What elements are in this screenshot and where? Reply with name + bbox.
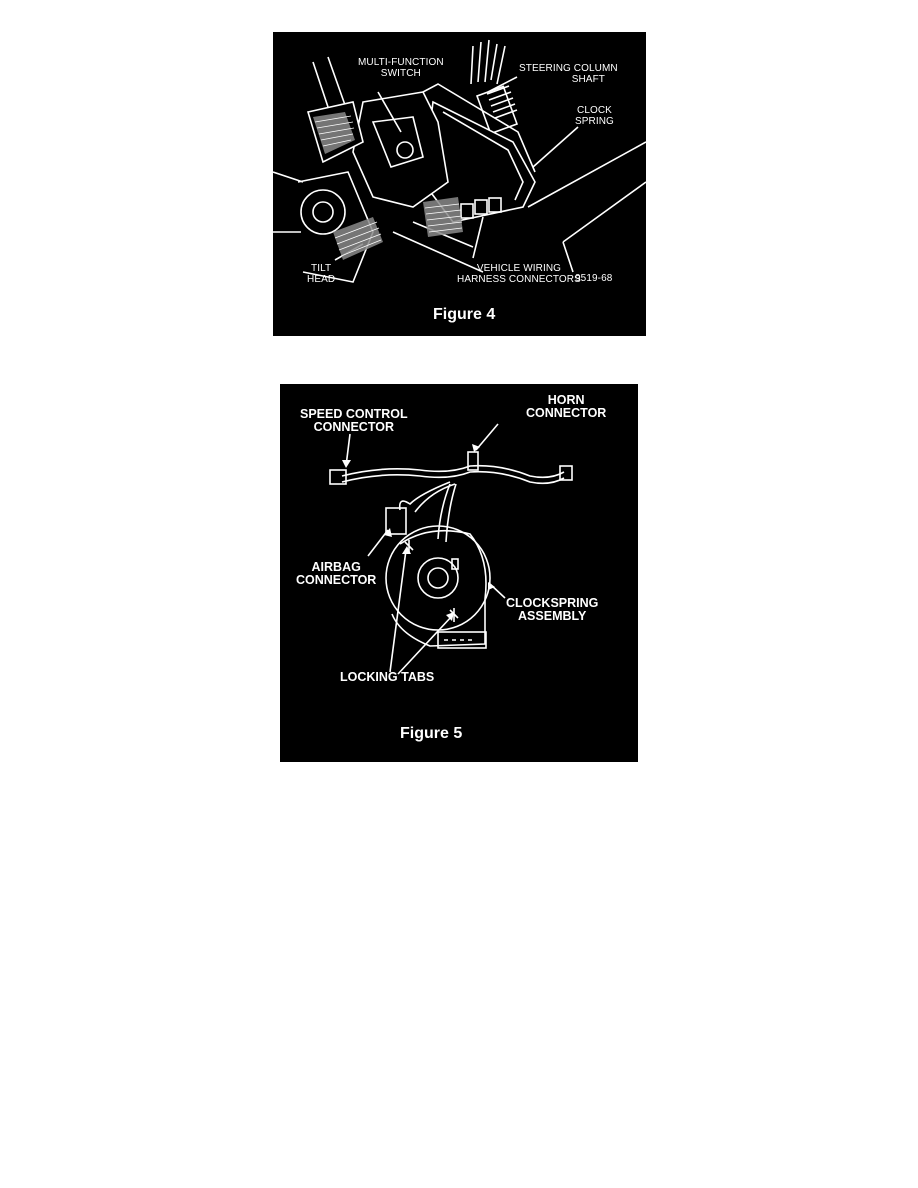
label-line: HORN (547, 393, 585, 407)
figure-5-panel (280, 384, 638, 762)
label-line: CONNECTOR (526, 406, 607, 421)
horn-connector-label (526, 394, 606, 420)
label-line: SHAFT (571, 73, 605, 85)
label-line: STEERING COLUMN (519, 63, 618, 74)
label-line: CLOCKSPRING (506, 596, 599, 610)
figure-5-caption: Figure 5 (400, 725, 463, 742)
label-line: SPRING (575, 115, 614, 127)
label-line: VEHICLE WIRING (476, 263, 562, 274)
vehicle-wiring-label (457, 264, 581, 285)
steering-column-shaft-label (519, 64, 618, 85)
label-line: MULTI-FUNCTION (358, 57, 444, 68)
label-line: ASSEMBLY (518, 609, 587, 624)
figure-4-panel (273, 32, 646, 336)
figure-4-caption: Figure 4 (433, 306, 496, 323)
label-line: SPEED CONTROL (300, 407, 408, 421)
tilt-head-label (307, 264, 335, 285)
label-line: HARNESS CONNECTORS (457, 273, 581, 285)
label-line: CONNECTOR (313, 420, 394, 435)
locking-tabs-label: LOCKING TABS (340, 670, 435, 684)
label-line: HEAD (307, 273, 336, 285)
clockspring-assembly-label (506, 597, 598, 623)
label-line: AIRBAG (311, 560, 361, 574)
speed-control-connector-label (300, 408, 408, 434)
label-line: TILT (310, 263, 332, 274)
clock-spring-label (575, 106, 614, 127)
part-number: 9519-68 (575, 273, 613, 284)
label-line: CLOCK (577, 105, 612, 116)
label-line: CONNECTOR (296, 573, 377, 588)
multi-function-switch-label (358, 58, 444, 79)
label-line: SWITCH (380, 67, 421, 79)
airbag-connector-label (296, 561, 376, 587)
